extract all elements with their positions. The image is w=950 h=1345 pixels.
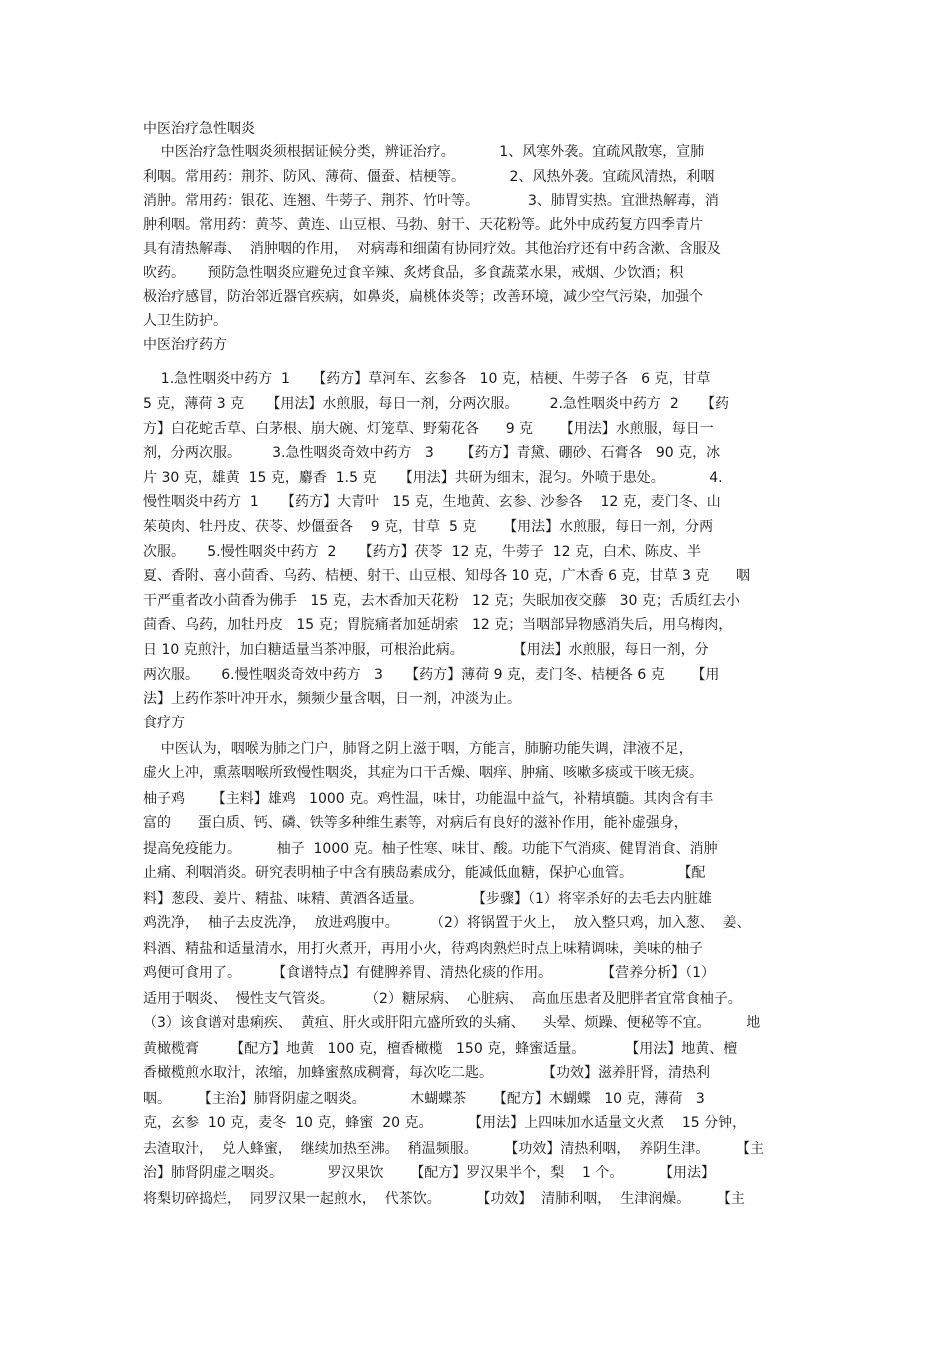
text-line: 黄橄榄膏 【配方】地黄 100 克，檀香橄榄 150 克，蜂蜜适量。 【用法】地黄、檀 [143, 1041, 738, 1057]
text-line: 茴香、乌药，加牡丹皮 15 克；胃脘痛者加延胡索 12 克；当咽部异物感消失后，用乌梅肉， [143, 617, 733, 633]
text-line: 具有清热解毒、 消肿咽的作用， 对病毒和细菌有协同疗效。其他治疗还有中药含漱、含服及 [143, 241, 721, 257]
text-line: 日 10 克煎汁，加白糖适量当茶冲服，可根治此病。 【用法】水煎服，每日一剂，分 [143, 642, 709, 658]
text-line: 肿利咽。常用药：黄芩、黄连、山豆根、马勃、射干、天花粉等。此外中成药复方四季青片 [143, 217, 703, 233]
text-line: 中医治疗药方 [143, 337, 227, 353]
text-line: 中医治疗急性咽炎 [143, 121, 255, 137]
text-line: 夏、香附、喜小茴香、乌药、桔梗、射干、山豆根、知母各 10 克，广木香 6 克，甘草 3 克 咽 [143, 568, 751, 584]
text-line: 次服。 5.慢性咽炎中药方 2 【药方】茯苓 12 克，牛蒡子 12 克，白术、陈皮、半 [143, 544, 701, 560]
text-line: 两次服。 6.慢性咽炎奇效中药方 3 【药方】薄荷 9 克，麦门冬、桔梗各 6 克 【用 [143, 667, 720, 683]
text-line: 将梨切碎捣烂， 同罗汉果一起煎水， 代茶饮。 【功效】 清肺利咽， 生津润燥。 【主 [143, 1191, 745, 1207]
text-line: 咽。 【主治】肺肾阴虚之咽炎。 木蝴蝶茶 【配方】木蝴蝶 10 克，薄荷 3 [143, 1091, 705, 1107]
text-line: 去渣取汁， 兑人蜂蜜， 继续加热至沸。 稍温频服。 【功效】清热利咽， 养阴生津。 【主 [143, 1141, 765, 1157]
text-line: 片 30 克，雄黄 15 克，麝香 1.5 克 【用法】共研为细末，混匀。外喷于患处。 4. [143, 470, 723, 486]
text-line: 方】白花蛇舌草、白茅根、崩大碗、灯笼草、野菊花各 9 克 【用法】水煎服，每日一 [143, 421, 714, 437]
text-line: 慢性咽炎中药方 1 【药方】大青叶 15 克，生地黄、玄参、沙参各 12 克，麦门冬、山 [143, 494, 721, 510]
text-line: 虚火上冲，熏蒸咽喉所致慢性咽炎，其症为口干舌燥、咽痒、肿痛、咳嗽多痰或干咳无痰。 [143, 765, 703, 781]
text-line: 5 克，薄荷 3 克 【用法】水煎服，每日一剂，分两次服。 2.急性咽炎中药方 2 【药 [143, 396, 729, 412]
text-line: 中医认为，咽喉为肺之门户，肺肾之阴上滋于咽，方能言，肺腑功能失调，津液不足， [143, 741, 693, 757]
text-line: 剂，分两次服。 3.急性咽炎奇效中药方 3 【药方】青黛、硼砂、石膏各 90 克，冰 [143, 445, 721, 461]
text-line: 鸡便可食用了。 【食谱特点】有健脾养胃、清热化痰的作用。 【营养分析】（1） [143, 965, 716, 981]
text-line: 治】肺肾阴虚之咽炎。 罗汉果饮 【配方】罗汉果半个，梨 1 个。 【用法】 [143, 1165, 715, 1181]
text-line: 法】上药作茶叶冲开水，频频少量含咽，日一剂，冲淡为止。 [143, 691, 521, 707]
text-line: 料】葱段、姜片、精盐、味精、黄酒各适量。 【步骤】（1）将宰杀好的去毛去内脏雄 [143, 891, 712, 907]
text-line: 利咽。常用药：荆芥、防风、薄荷、僵蚕、桔梗等。 2、风热外袭。宜疏风清热，利咽 [143, 169, 715, 185]
text-line: 止痛、利咽消炎。研究表明柚子中含有胰岛素成分，能减低血糖，保护心血管。 【配 [143, 865, 706, 881]
text-line: 中医治疗急性咽炎须根据证候分类，辨证治疗。 1、风寒外袭。宜疏风散寒，宣肺 [143, 144, 705, 160]
text-line: 食疗方 [143, 715, 185, 731]
text-line: 适用于咽炎、 慢性支气管炎。 （2）糖尿病、 心脏病、 高血压患者及肥胖者宜常食柚子。 [143, 991, 742, 1007]
text-line: 极治疗感冒，防治邻近器官疾病，如鼻炎，扁桃体炎等；改善环境，减少空气污染，加强个 [143, 289, 703, 305]
text-line: 吹药。 预防急性咽炎应避免过食辛辣、炙烤食品，多食蔬菜水果，戒烟、少饮酒；积 [143, 265, 684, 281]
text-line: 香橄榄煎水取汁，浓缩，加蜂蜜熬成稠膏，每次吃二匙。 【功效】滋养肝肾，清热利 [143, 1065, 710, 1081]
text-line: 茱萸肉、牡丹皮、茯苓、炒僵蚕各 9 克，甘草 5 克 【用法】水煎服，每日一剂，分两 [143, 519, 714, 535]
text-line: 提高免疫能力。 柚子 1000 克。柚子性寒、味甘、酸。功能下气消痰、健胃消食、消肿 [143, 841, 718, 857]
text-line: （3）该食谱对患痢疾、 黄疸、肝火或肝阳亢盛所致的头痛、 头晕、烦躁、便秘等不宜。 地 [143, 1015, 761, 1031]
text-line: 1.急性咽炎中药方 1 【药方】草河车、玄参各 10 克，桔梗、牛蒡子各 6 克，甘草 [143, 371, 711, 387]
text-line: 柚子鸡 【主料】雄鸡 1000 克。鸡性温，味甘，功能温中益气，补精填髓。其肉含有丰 [143, 791, 714, 807]
text-line: 富的 蛋白质、钙、磷、铁等多种维生素等，对病后有良好的滋补作用，能补虚强身， [143, 815, 688, 831]
text-line: 消肿。常用药：银花、连翘、牛蒡子、荆芥、竹叶等。 3、肺胃实热。宜泄热解毒，消 [143, 193, 719, 209]
text-line: 克，玄参 10 克，麦冬 10 克，蜂蜜 20 克。 【用法】上四味加水适量文火煮 15 分钟， [143, 1115, 747, 1131]
text-line: 干严重者改小茴香为佛手 15 克，去木香加天花粉 12 克；失眠加夜交藤 30 克；舌质红去小 [143, 593, 740, 609]
text-line: 料酒、精盐和适量清水，用打火煮开，再用小火，待鸡肉熟烂时点上味精调味，美味的柚子 [143, 941, 703, 957]
text-line: 人卫生防护。 [143, 313, 227, 329]
text-line: 鸡洗净， 柚子去皮洗净， 放进鸡腹中。 （2）将锅置于火上， 放入整只鸡，加入葱、 姜、 [143, 915, 751, 931]
